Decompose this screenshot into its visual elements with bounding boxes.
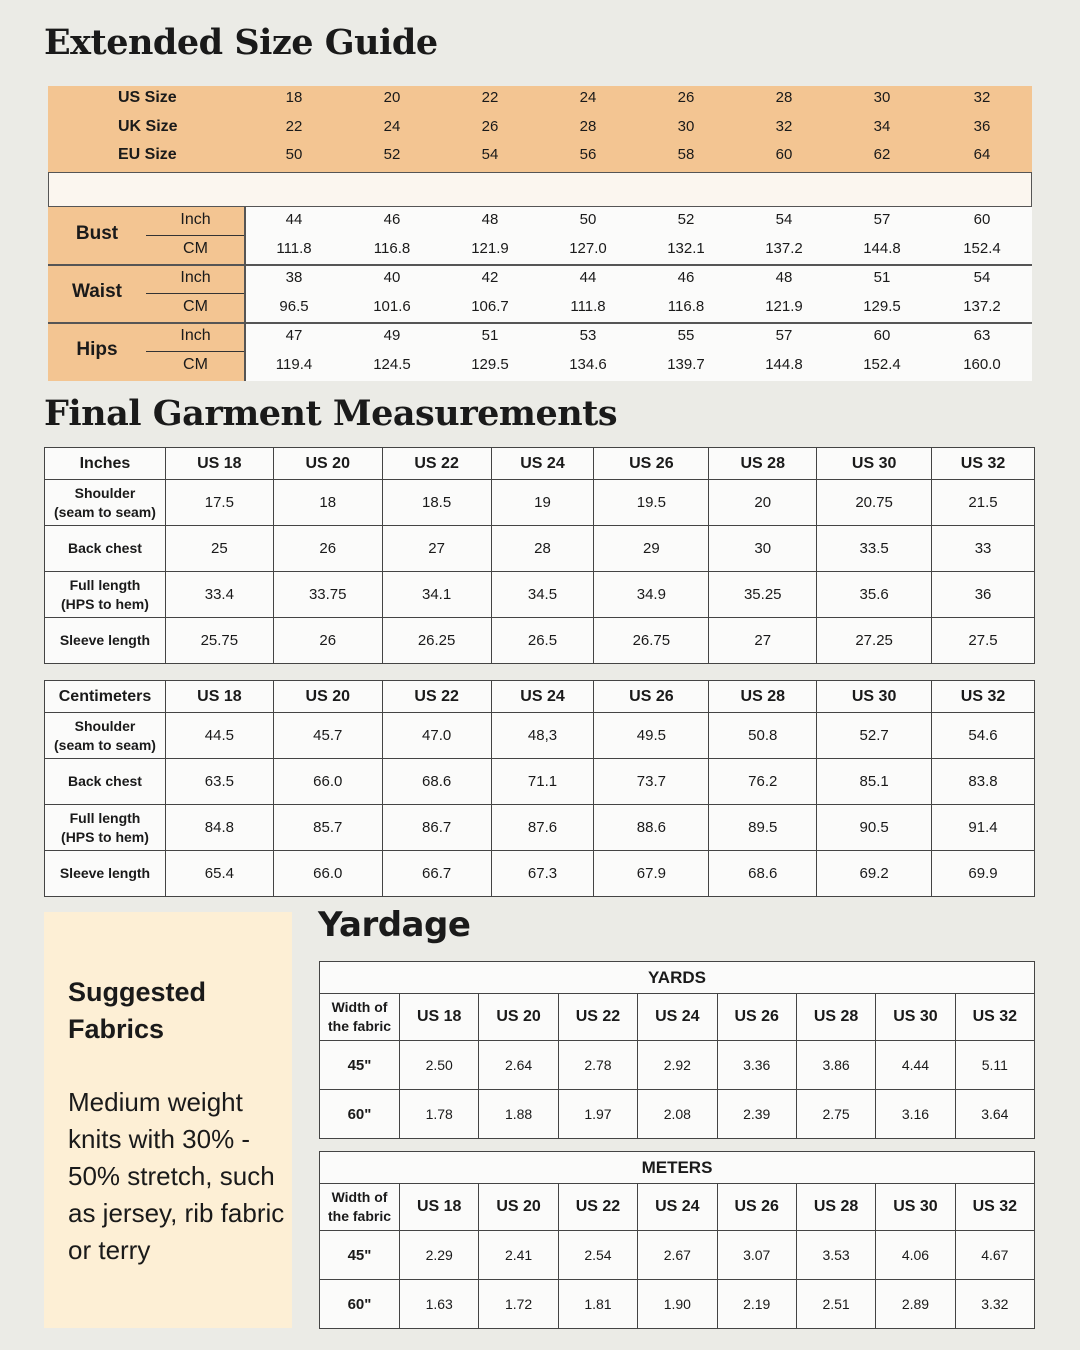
measurement-inch-cell: 63 (973, 327, 991, 344)
table-cell: 20.75 (817, 480, 932, 526)
corner-label-line1: Width of (331, 999, 388, 1015)
row-label-line2: (seam to seam) (53, 503, 156, 520)
row-label-line1: Back chest (67, 540, 142, 556)
measurement-inch-cell: 46 (383, 211, 401, 228)
table-cell: 28 (491, 526, 594, 572)
size-header: US 18 (165, 681, 273, 713)
size-cell: 22 (481, 89, 499, 106)
table-cell: 1.72 (479, 1280, 558, 1329)
fabrics-heading-line2: Fabrics (68, 1014, 165, 1044)
size-cell: 64 (973, 146, 991, 163)
size-cell: 28 (775, 89, 793, 106)
size-header: US 26 (594, 448, 709, 480)
table-cell: 26.75 (594, 618, 709, 664)
size-header: US 30 (876, 1184, 955, 1231)
table-cell: 3.32 (955, 1280, 1034, 1329)
measurement-inch-cell: 50 (579, 211, 597, 228)
measurement-inch-cell: 54 (775, 211, 793, 228)
corner-label: Centimeters (45, 681, 166, 713)
size-header: US 32 (955, 1184, 1034, 1231)
measurement-cm-cell: 137.2 (963, 298, 1001, 315)
size-header: US 32 (932, 681, 1035, 713)
table-cell: 66.0 (273, 851, 382, 897)
row-label-line2: (HPS to hem) (61, 595, 149, 612)
table-cell: 3.53 (796, 1231, 875, 1280)
table-cell: 35.25 (709, 572, 817, 618)
table-cell: 2.41 (479, 1231, 558, 1280)
row-label (45, 618, 166, 664)
yardage-yards-table (319, 961, 1035, 1139)
size-header: US 26 (594, 681, 709, 713)
table-cell: 25 (165, 526, 273, 572)
corner-label (320, 1184, 400, 1231)
measurement-name: Hips (76, 339, 118, 360)
table-cell: 84.8 (165, 805, 273, 851)
unit-label-inch: Inch (180, 211, 211, 228)
yardage-title: Yardage (318, 905, 471, 945)
spacer-row (48, 172, 1032, 207)
table-cell: 65.4 (165, 851, 273, 897)
table-cell: 27 (382, 526, 491, 572)
table-cell: 90.5 (817, 805, 932, 851)
measurement-cm-cell: 139.7 (667, 356, 705, 373)
size-header: US 20 (273, 681, 382, 713)
size-header: US 24 (638, 994, 717, 1041)
suggested-fabrics-panel (44, 912, 292, 1328)
table-cell: 26 (273, 526, 382, 572)
table-row (320, 1041, 1035, 1090)
table-cell: 17.5 (165, 480, 273, 526)
table-cell: 2.54 (558, 1231, 637, 1280)
table-cell: 66.7 (382, 851, 491, 897)
table-cell: 3.16 (876, 1090, 955, 1139)
table-cell: 4.06 (876, 1231, 955, 1280)
corner-label: Inches (45, 448, 166, 480)
yardage-meters-table (319, 1151, 1035, 1329)
table-cell: 20 (709, 480, 817, 526)
size-header: US 28 (709, 448, 817, 480)
measurement-inch-cell: 60 (873, 327, 891, 344)
table-cell: 71.1 (491, 759, 594, 805)
table-cell: 34.1 (382, 572, 491, 618)
measurement-cm-cell: 121.9 (471, 240, 509, 257)
size-header: US 22 (558, 1184, 637, 1231)
size-header: US 26 (717, 1184, 796, 1231)
measurement-inch-cell: 44 (285, 211, 303, 228)
size-cell: 30 (677, 118, 695, 135)
group-divider (48, 264, 1032, 266)
size-header: US 28 (796, 1184, 875, 1231)
table-cell: 2.19 (717, 1280, 796, 1329)
size-header: US 28 (796, 994, 875, 1041)
unit-label-inch: Inch (180, 327, 211, 344)
header-row (320, 994, 1035, 1041)
size-cell: 54 (481, 146, 499, 163)
measurement-inch-cell: 51 (481, 327, 499, 344)
table-cell: 50.8 (709, 713, 817, 759)
size-header: US 24 (491, 448, 594, 480)
table-cell: 21.5 (932, 480, 1035, 526)
table-cell: 88.6 (594, 805, 709, 851)
size-cell: 28 (579, 118, 597, 135)
table-cell: 2.51 (796, 1280, 875, 1329)
table-row (320, 1090, 1035, 1139)
row-label-line1: Sleeve length (59, 865, 151, 881)
table-cell: 34.9 (594, 572, 709, 618)
measurement-inch-cell: 47 (285, 327, 303, 344)
measurement-inch-cell: 51 (873, 269, 891, 286)
corner-label-line2: the fabric (327, 1018, 391, 1034)
header-row (45, 448, 1035, 480)
row-label-line1: Sleeve length (59, 632, 151, 648)
measurement-value-area (245, 207, 1032, 381)
size-row-label: EU Size (118, 146, 177, 163)
table-cell: 27.5 (932, 618, 1035, 664)
size-header: US 22 (382, 448, 491, 480)
size-cell: 30 (873, 89, 891, 106)
header-row (320, 1184, 1035, 1231)
group-divider (48, 322, 1032, 324)
table-row (45, 759, 1035, 805)
unit-label-cm: CM (183, 356, 208, 373)
size-header: US 18 (400, 994, 479, 1041)
unit-divider (146, 235, 245, 236)
measurement-inch-cell: 60 (973, 211, 991, 228)
size-header: US 30 (876, 994, 955, 1041)
measurement-name: Bust (75, 223, 119, 244)
table-cell: 1.97 (558, 1090, 637, 1139)
table-cell: 44.5 (165, 713, 273, 759)
row-label (45, 526, 166, 572)
column-divider (244, 207, 246, 381)
fabrics-heading (68, 974, 206, 1048)
table-cell: 2.75 (796, 1090, 875, 1139)
measurement-cm-cell: 160.0 (963, 356, 1001, 373)
row-label (45, 572, 166, 618)
table-cell: 49.5 (594, 713, 709, 759)
table-cell: 1.88 (479, 1090, 558, 1139)
row-label (45, 713, 166, 759)
size-header: US 18 (400, 1184, 479, 1231)
table-cell: 26.25 (382, 618, 491, 664)
measurement-cm-cell: 144.8 (863, 240, 901, 257)
size-cell: 26 (677, 89, 695, 106)
table-row (320, 1280, 1035, 1329)
table-cell: 19 (491, 480, 594, 526)
size-cell: 62 (873, 146, 891, 163)
table-cell: 5.11 (955, 1041, 1034, 1090)
size-header: US 22 (382, 681, 491, 713)
width-label: 45" (320, 1041, 400, 1090)
size-header: US 20 (479, 994, 558, 1041)
table-cell: 87.6 (491, 805, 594, 851)
row-label (45, 480, 166, 526)
table-cell: 2.50 (400, 1041, 479, 1090)
measurement-cm-cell: 96.5 (279, 298, 309, 315)
size-cell: 24 (383, 118, 401, 135)
corner-label (320, 994, 400, 1041)
table-cell: 4.67 (955, 1231, 1034, 1280)
extended-size-guide-title: Extended Size Guide (44, 22, 438, 63)
measurement-cm-cell: 152.4 (863, 356, 901, 373)
table-cell: 25.75 (165, 618, 273, 664)
size-cell: 52 (383, 146, 401, 163)
table-cell: 85.7 (273, 805, 382, 851)
size-cell: 56 (579, 146, 597, 163)
measurement-cm-cell: 111.8 (570, 298, 606, 315)
fabrics-description: Medium weight knits with 30% - 50% stretch, such as jersey, rib fabric or terry (68, 1087, 285, 1265)
table-cell: 27.25 (817, 618, 932, 664)
table-cell: 52.7 (817, 713, 932, 759)
size-cell: 36 (973, 118, 991, 135)
measurement-cm-cell: 127.0 (569, 240, 607, 257)
row-label-line1: Full length (69, 809, 141, 826)
table-cell: 33.75 (273, 572, 382, 618)
measurement-inch-cell: 52 (677, 211, 695, 228)
table-row (45, 713, 1035, 759)
unit-label-inch: Inch (180, 269, 211, 286)
table-cell: 4.44 (876, 1041, 955, 1090)
table-cell: 67.9 (594, 851, 709, 897)
size-header: US 30 (817, 448, 932, 480)
table-cell: 3.64 (955, 1090, 1034, 1139)
table-cell: 2.78 (558, 1041, 637, 1090)
table-cell: 18 (273, 480, 382, 526)
row-label-line2: (HPS to hem) (61, 828, 149, 845)
measurement-cm-cell: 134.6 (569, 356, 607, 373)
measurement-cm-cell: 116.8 (373, 240, 411, 257)
size-header: US 20 (479, 1184, 558, 1231)
unit-divider (146, 293, 245, 294)
table-row (45, 526, 1035, 572)
row-label (45, 759, 166, 805)
measurement-cm-cell: 129.5 (471, 356, 509, 373)
measurement-cm-cell: 116.8 (667, 298, 705, 315)
table-row (45, 805, 1035, 851)
table-row (45, 572, 1035, 618)
table-cell: 68.6 (382, 759, 491, 805)
table-cell: 83.8 (932, 759, 1035, 805)
table-cell: 48,3 (491, 713, 594, 759)
measurement-cm-cell: 144.8 (765, 356, 803, 373)
measurement-inch-cell: 49 (383, 327, 401, 344)
size-row-label: US Size (118, 89, 177, 106)
size-conversion-block (48, 86, 1032, 172)
measurement-cm-cell: 119.4 (275, 356, 313, 373)
table-cell: 33 (932, 526, 1035, 572)
table-row (320, 1231, 1035, 1280)
row-label-line1: Full length (69, 576, 141, 593)
table-cell: 76.2 (709, 759, 817, 805)
table-cell: 3.86 (796, 1041, 875, 1090)
table-cell: 1.63 (400, 1280, 479, 1329)
measurement-cm-cell: 137.2 (765, 240, 803, 257)
size-cell: 24 (579, 89, 597, 106)
size-cell: 32 (973, 89, 991, 106)
table-cell: 85.1 (817, 759, 932, 805)
garment-inches-table (44, 447, 1035, 664)
size-cell: 34 (873, 118, 891, 135)
size-cell: 58 (677, 146, 695, 163)
table-row (45, 618, 1035, 664)
width-label: 60" (320, 1280, 400, 1329)
corner-label-line1: Width of (331, 1189, 388, 1205)
size-cell: 50 (285, 146, 303, 163)
table-caption: METERS (320, 1152, 1035, 1184)
size-header: US 24 (491, 681, 594, 713)
size-header: US 24 (638, 1184, 717, 1231)
table-row (45, 480, 1035, 526)
size-header: US 30 (817, 681, 932, 713)
size-header: US 26 (717, 994, 796, 1041)
measurement-inch-cell: 44 (579, 269, 597, 286)
table-cell: 19.5 (594, 480, 709, 526)
table-cell: 27 (709, 618, 817, 664)
size-cell: 60 (775, 146, 793, 163)
caption-row (320, 962, 1035, 994)
row-label-line2: (seam to seam) (54, 736, 156, 753)
table-cell: 35.6 (817, 572, 932, 618)
table-row (45, 851, 1035, 897)
unit-label-cm: CM (183, 240, 208, 257)
table-cell: 3.07 (717, 1231, 796, 1280)
body-measurements-block (48, 207, 1032, 381)
table-cell: 89.5 (709, 805, 817, 851)
table-cell: 86.7 (382, 805, 491, 851)
measurement-inch-cell: 38 (285, 269, 303, 286)
size-row-label: UK Size (118, 118, 178, 135)
table-cell: 36 (932, 572, 1035, 618)
measurement-cm-cell: 111.8 (276, 240, 312, 257)
unit-label-cm: CM (183, 298, 208, 315)
size-header: US 28 (709, 681, 817, 713)
table-caption: YARDS (320, 962, 1035, 994)
table-cell: 67.3 (491, 851, 594, 897)
fabrics-heading-line1: Suggested (68, 977, 207, 1007)
row-label-line1: Shoulder (74, 484, 136, 501)
table-cell: 69.9 (932, 851, 1035, 897)
measurement-name: Waist (72, 281, 122, 302)
measurement-inch-cell: 42 (481, 269, 499, 286)
measurement-cm-cell: 121.9 (765, 298, 803, 315)
measurement-inch-cell: 57 (775, 327, 793, 344)
width-label: 60" (320, 1090, 400, 1139)
measurement-inch-cell: 48 (775, 269, 793, 286)
table-cell: 2.29 (400, 1231, 479, 1280)
table-cell: 1.90 (638, 1280, 717, 1329)
table-cell: 73.7 (594, 759, 709, 805)
table-cell: 1.81 (558, 1280, 637, 1329)
row-label (45, 805, 166, 851)
table-cell: 54.6 (932, 713, 1035, 759)
measurement-cm-cell: 132.1 (667, 240, 705, 257)
measurement-inch-cell: 53 (579, 327, 597, 344)
table-cell: 26 (273, 618, 382, 664)
measurement-cm-cell: 129.5 (863, 298, 901, 315)
measurement-cm-cell: 101.6 (373, 298, 411, 315)
garment-cm-table (44, 680, 1035, 897)
garment-measurements-title: Final Garment Measurements (44, 393, 618, 434)
size-header: US 20 (273, 448, 382, 480)
size-cell: 26 (481, 118, 499, 135)
table-cell: 66.0 (273, 759, 382, 805)
table-cell: 1.78 (400, 1090, 479, 1139)
table-cell: 47.0 (382, 713, 491, 759)
measurement-inch-cell: 57 (873, 211, 891, 228)
width-label: 45" (320, 1231, 400, 1280)
table-cell: 29 (594, 526, 709, 572)
table-cell: 2.64 (479, 1041, 558, 1090)
corner-label-line2: the fabric (327, 1208, 391, 1224)
caption-row (320, 1152, 1035, 1184)
unit-divider (146, 351, 245, 352)
table-cell: 18.5 (382, 480, 491, 526)
size-cell: 18 (285, 89, 303, 106)
size-cell: 32 (775, 118, 793, 135)
measurement-inch-cell: 55 (677, 327, 695, 344)
measurement-inch-cell: 54 (973, 269, 991, 286)
table-cell: 68.6 (709, 851, 817, 897)
size-cell: 22 (285, 118, 303, 135)
measurement-cm-cell: 124.5 (373, 356, 411, 373)
table-cell: 69.2 (817, 851, 932, 897)
measurement-cm-cell: 106.7 (471, 298, 509, 315)
size-header: US 32 (932, 448, 1035, 480)
size-header: US 32 (955, 994, 1034, 1041)
table-cell: 3.36 (717, 1041, 796, 1090)
table-cell: 2.08 (638, 1090, 717, 1139)
table-cell: 45.7 (273, 713, 382, 759)
measurement-cm-cell: 152.4 (963, 240, 1001, 257)
measurement-inch-cell: 48 (481, 211, 499, 228)
measurement-inch-cell: 46 (677, 269, 695, 286)
size-header: US 22 (558, 994, 637, 1041)
table-cell: 2.39 (717, 1090, 796, 1139)
row-label-line1: Shoulder (74, 717, 136, 734)
size-cell: 20 (383, 89, 401, 106)
table-cell: 2.92 (638, 1041, 717, 1090)
table-cell: 2.67 (638, 1231, 717, 1280)
row-label-line1: Back chest (68, 773, 142, 789)
table-cell: 26.5 (491, 618, 594, 664)
table-cell: 34.5 (491, 572, 594, 618)
table-cell: 33.4 (165, 572, 273, 618)
header-row (45, 681, 1035, 713)
size-header: US 18 (165, 448, 273, 480)
measurement-inch-cell: 40 (383, 269, 401, 286)
table-cell: 2.89 (876, 1280, 955, 1329)
table-cell: 63.5 (165, 759, 273, 805)
row-label (45, 851, 166, 897)
table-cell: 91.4 (932, 805, 1035, 851)
table-cell: 33.5 (817, 526, 932, 572)
table-cell: 30 (709, 526, 817, 572)
